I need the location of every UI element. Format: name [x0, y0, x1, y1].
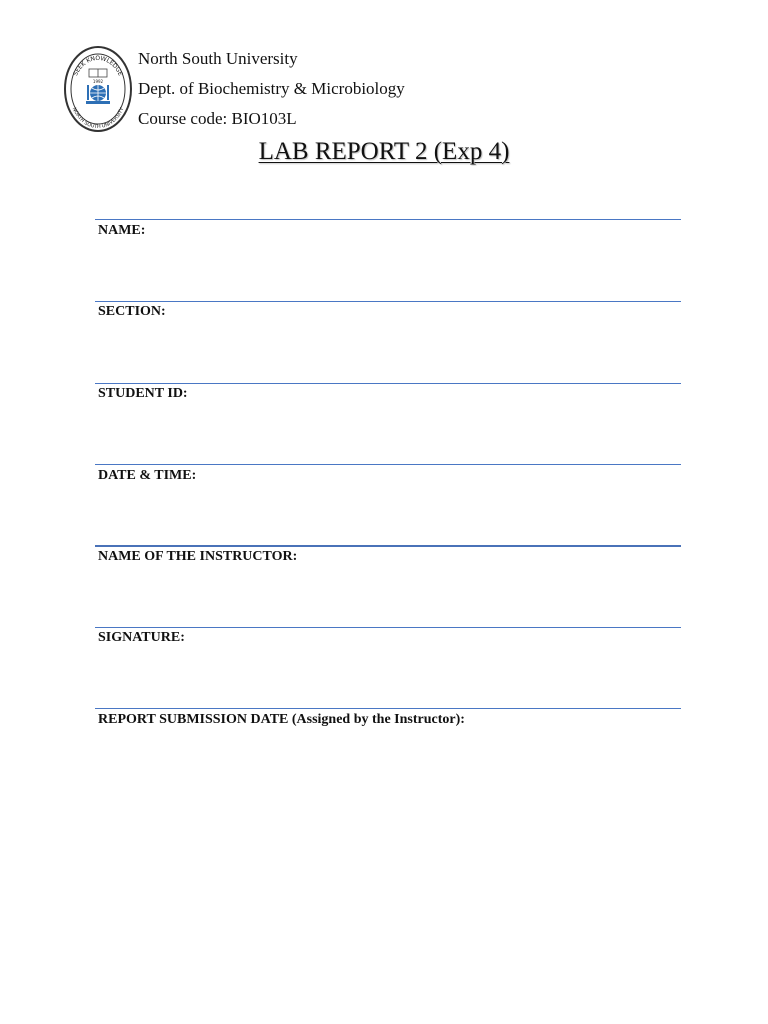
date-time-field-rule — [95, 464, 681, 465]
signature-label: SIGNATURE: — [98, 630, 185, 645]
student-id-label: STUDENT ID: — [98, 386, 188, 401]
department-name: Dept. of Biochemistry & Microbiology — [138, 79, 405, 98]
submission-date-field-rule — [95, 708, 681, 709]
name-label: NAME: — [98, 223, 146, 238]
section-label: SECTION: — [98, 304, 166, 319]
signature-field-rule — [95, 627, 681, 628]
name-field-rule — [95, 219, 681, 220]
submission-date-label — [98, 712, 465, 728]
section-field-rule — [95, 301, 681, 302]
instructor-field-rule — [95, 545, 681, 547]
logo-top-text: SEEK KNOWLEDGE — [72, 54, 124, 77]
header-block — [138, 44, 405, 134]
logo-bottom-text: NORTH SOUTH UNIVERSITY — [70, 106, 126, 131]
page-title: LAB REPORT 2 (Exp 4) — [258, 138, 510, 165]
university-logo — [62, 44, 134, 134]
university-name: North South University — [138, 49, 298, 68]
instructor-label: NAME OF THE INSTRUCTOR: — [98, 549, 298, 564]
date-time-label: DATE & TIME: — [98, 468, 197, 483]
submission-date-note: (Assigned by the Instructor): — [291, 712, 465, 727]
logo-year: 1992 — [92, 79, 104, 84]
course-code: Course code: BIO103L — [138, 109, 297, 128]
student-id-field-rule — [95, 383, 681, 384]
submission-date-text: REPORT SUBMISSION DATE — [98, 712, 289, 727]
